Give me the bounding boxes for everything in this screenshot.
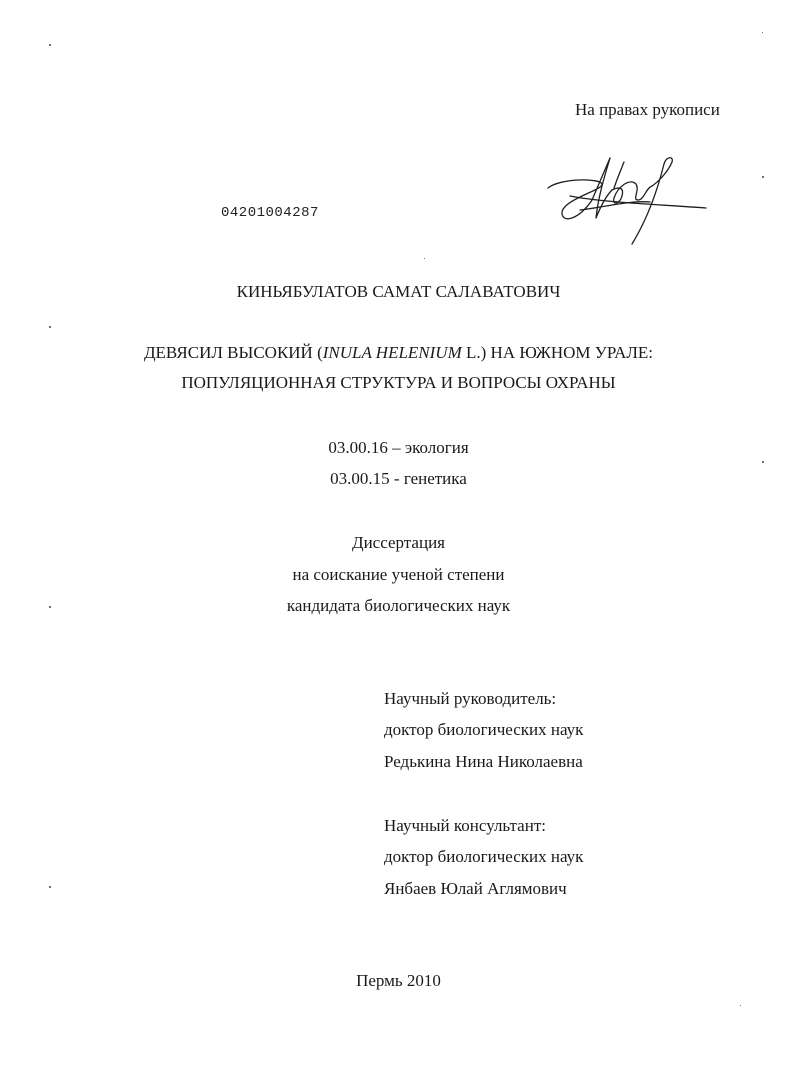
title-latin-name: INULA HELENIUM: [322, 343, 462, 362]
supervisor-name: Редькина Нина Николаевна: [384, 752, 583, 771]
scan-speck: [49, 44, 51, 46]
supervisor-degree: доктор биологических наук: [384, 720, 584, 739]
scan-speck: [762, 32, 763, 33]
specialty-genetics: 03.00.15 - генетика: [330, 469, 467, 488]
scan-speck: [424, 258, 425, 259]
specialty-ecology: 03.00.16 – экология: [328, 438, 469, 457]
title-text-part: L.) НА ЮЖНОМ УРАЛЕ:: [461, 343, 654, 362]
consultant-degree: доктор биологических наук: [384, 847, 584, 866]
signature-icon: [540, 148, 708, 248]
scan-speck: [49, 886, 51, 888]
city-year: Пермь 2010: [356, 971, 441, 990]
manuscript-rights-note: На правах рукописи: [575, 100, 720, 119]
supervisor-heading: Научный руководитель:: [384, 689, 557, 708]
thesis-title-line-2: ПОПУЛЯЦИОННАЯ СТРУКТУРА И ВОПРОСЫ ОХРАНЫ: [181, 373, 616, 392]
author-name: КИНЬЯБУЛАТОВ САМАТ САЛАВАТОВИЧ: [236, 282, 561, 301]
degree-line-candidate: кандидата биологических наук: [286, 596, 511, 615]
degree-line-dissertation: Диссертация: [351, 533, 445, 552]
scan-speck: [49, 326, 51, 328]
scan-speck: [762, 176, 764, 178]
degree-line-seeking: на соискание ученой степени: [292, 565, 505, 584]
scan-speck: [762, 461, 764, 463]
archive-stamp-number: 04201004287: [221, 205, 319, 221]
consultant-name: Янбаев Юлай Аглямович: [384, 879, 567, 898]
scan-speck: [740, 1005, 741, 1006]
consultant-heading: Научный консультант:: [384, 816, 546, 835]
thesis-title-line-1: [0, 343, 797, 363]
title-text-part: ДЕВЯСИЛ ВЫСОКИЙ (: [143, 343, 323, 362]
